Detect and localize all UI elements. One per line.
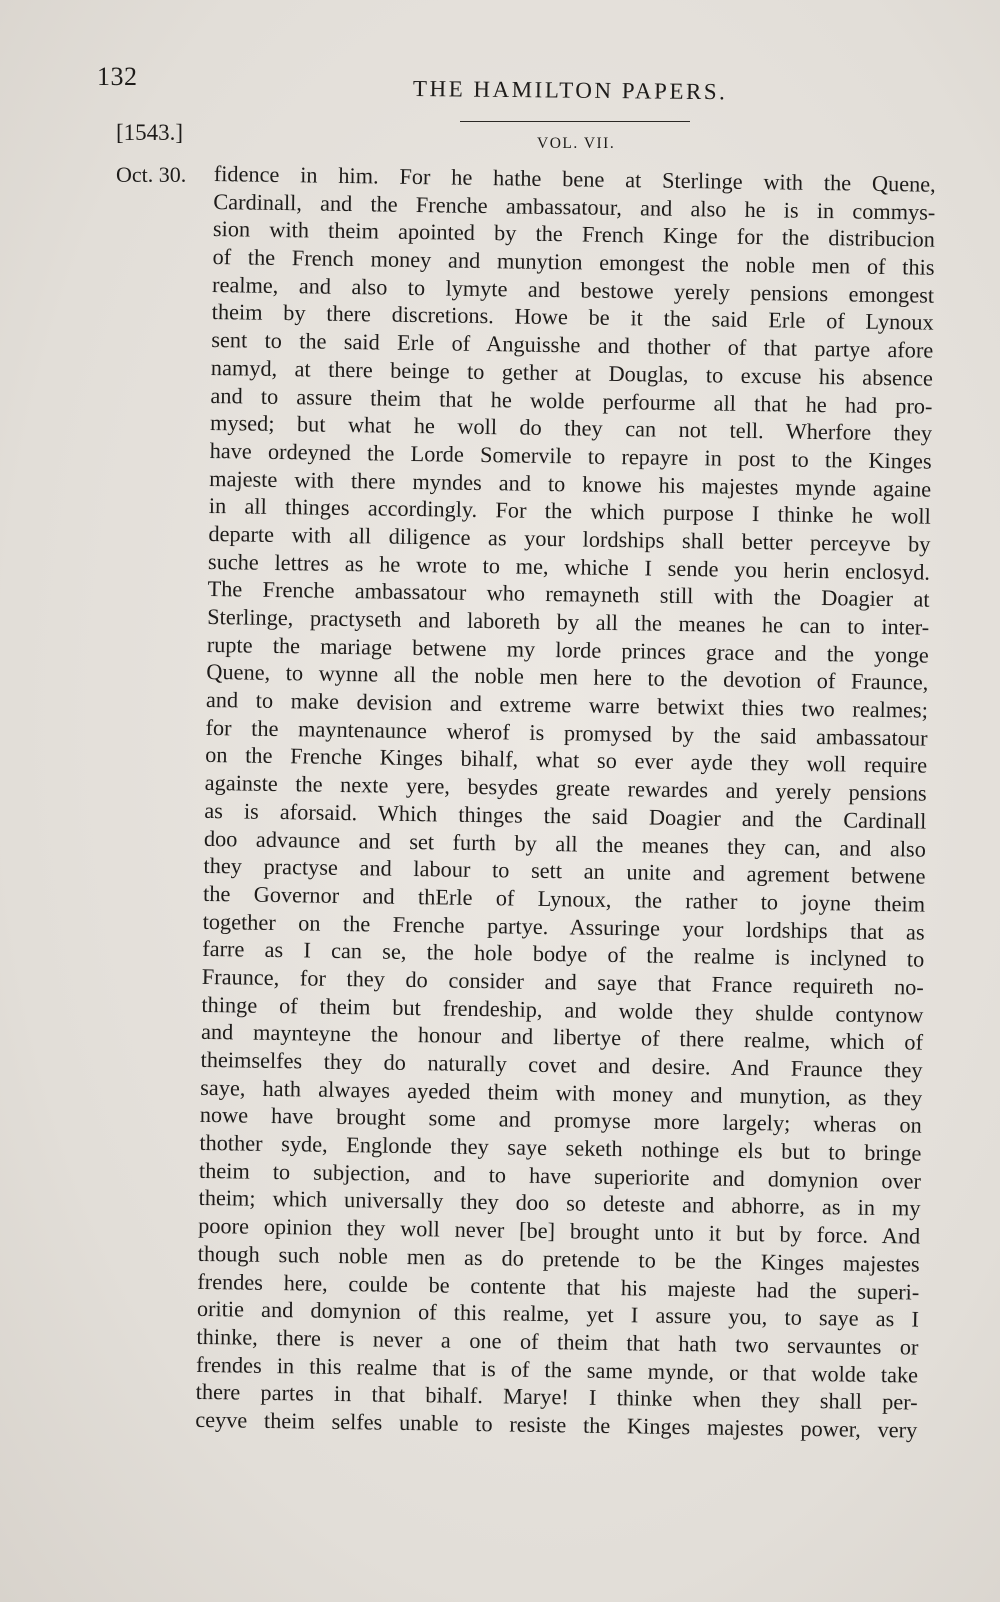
text-line: departe with all diligence as your lordships shall better perceyve by [208,520,931,557]
text-line: and to make devision and extreme warre betwixt thies two realmes; [205,687,929,723]
text-line: frendes here, coulde be contente that his majeste had the superi- [197,1268,920,1305]
text-line: and to assure theim that he wolde perfourme all that he had pro- [210,382,933,419]
text-line: sion with theim apointed by the French Kinge for the distribucion [212,216,936,253]
text-line: theim by there discretions. Howe be it the said Erle of Lynoux [211,299,934,336]
text-line: rupte the mariage betwene my lorde princes grace and the yonge [206,631,929,668]
text-line: thinke, there is never a one of theim that hath two servauntes or [196,1323,919,1360]
text-line: though such noble men as do pretende to be the Kinges majestes [197,1240,920,1277]
text-line: suche lettres as he wrote to me, whiche I sende you herin enclosyd. [207,548,931,585]
running-title: THE HAMILTON PAPERS. [412,76,728,105]
text-line: majeste with there myndes and to knowe his majestes mynde againe [209,465,932,502]
text-line: frendes in this realme that is of the same mynde, or that wolde take [195,1351,919,1388]
text-line: and maynteyne the honour and libertye of there realme, which of [200,1019,924,1055]
volume-label: VOL. VII. [537,135,616,152]
text-line: for the mayntenaunce wherof is promysed by the said ambassatour [205,714,928,751]
page-number: 132 [97,62,138,91]
text-line: The Frenche ambassatour who remayneth still with the Doagier at [207,576,930,612]
text-line: there partes in that bihalf. Marye! I thinke when they shall per- [195,1379,918,1415]
title-rule [460,121,690,122]
text-line: againste the nexte yere, besydes greate rewardes and yerely pensions [204,770,927,806]
text-line: in all thinges accordingly. For the which purpose I thinke he woll [208,493,931,529]
text-line: namyd, at there beinge to gether at Douglas, to excuse his absence [210,354,934,391]
text-line: poore opinion they woll never [be] brought unto it but by force. And [198,1213,921,1249]
text-line: mysed; but what he woll do they can not tell. Wherfore they [209,410,933,446]
text-line: together on the Frenche partye. Assuringe your lordships that as [202,908,925,945]
letter-text [195,160,936,1444]
text-line: oritie and domynion of this realme, yet I assure you, to saye as I [196,1296,920,1332]
text-line: sent to the said Erle of Anguisshe and thother of that partye afore [211,327,934,363]
text-line: they practyse and labour to sett an unite and agrement betwene [203,853,926,889]
text-line: Quene, to wynne all the noble men here to the devotion of Fraunce, [206,659,929,696]
text-line: Sterlinge, practyseth and laboreth by all the meanes he can to inter- [207,603,930,640]
text-line: the Governor and thErle of Lynoux, the rather to joyne theim [202,880,926,917]
text-line: Cardinall, and the Frenche ambassatour, and also he is in commys- [213,188,936,225]
year-marker: [1543.] [116,120,184,145]
text-line: thother syde, Englonde they saye seketh nothinge els but to bringe [199,1129,922,1166]
text-line: saye, hath alwayes ayeded theim with money and munytion, as they [200,1074,923,1111]
text-line: ceyve theim selfes unable to resiste the Kinges majestes power, very [195,1406,918,1443]
text-line: realme, and also to lymyte and bestowe yerely pensions emongest [211,271,935,308]
text-line: theimselfes they do naturally covet and desire. And Fraunce they [200,1046,923,1083]
text-line: Fraunce, for they do consider and saye that France requireth no- [201,963,924,1000]
text-line: doo advaunce and set furth by all the meanes they can, and also [203,825,927,862]
text-line: fidence in him. For he hathe bene at Sterlinge with the Quene, [213,160,936,197]
text-line: thinge of theim but frendeship, and wolde they shulde contynow [201,991,924,1028]
text-line: theim; which universally they doo so deteste and abhorre, as in my [198,1185,921,1222]
text-line: theim to subjection, and to have superiorite and domynion over [198,1157,922,1194]
text-line: nowe have brought some and promyse more largely; wheras on [199,1102,922,1138]
text-line: of the French money and munytion emongest the noble men of this [212,244,935,280]
margin-date: Oct. 30. [116,162,187,187]
text-line: as is aforsaid. Which thinges the said Doagier and the Cardinall [204,797,927,834]
text-line: have ordeyned the Lorde Somervile to repayre in post to the Kinges [209,437,932,474]
text-line: on the Frenche Kinges bihalf, what so ever ayde they woll require [204,742,928,779]
text-line: farre as I can se, the hole bodye of the realme is inclyned to [202,936,925,972]
